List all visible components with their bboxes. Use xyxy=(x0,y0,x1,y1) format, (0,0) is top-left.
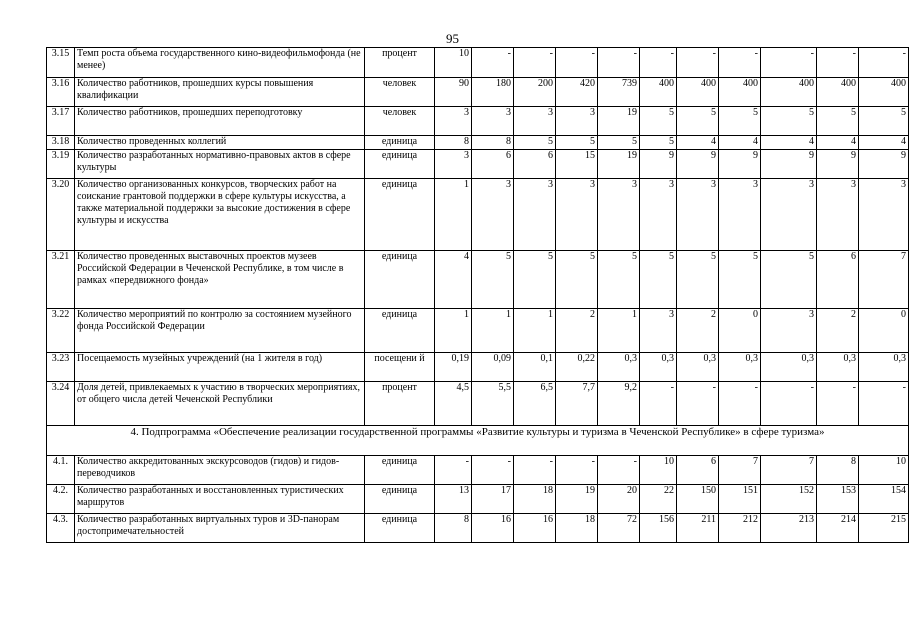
value-cell: 3 xyxy=(514,179,556,251)
value-cell: 18 xyxy=(556,514,598,543)
value-cell: 19 xyxy=(598,107,640,136)
value-cell: 10 xyxy=(640,456,677,485)
row-number: 4.1. xyxy=(47,456,75,485)
row-number: 3.18 xyxy=(47,136,75,150)
value-cell: 15 xyxy=(556,150,598,179)
value-cell: - xyxy=(514,456,556,485)
value-cell: 1 xyxy=(598,309,640,353)
table-row xyxy=(47,150,909,179)
value-cell: 211 xyxy=(677,514,719,543)
value-cell: 1 xyxy=(435,309,472,353)
section-row xyxy=(47,426,909,456)
value-cell: 739 xyxy=(598,78,640,107)
indicator-name: Количество аккредитованных экскурсоводов (гидов) и гидов-переводчиков xyxy=(75,456,365,485)
value-cell: 5 xyxy=(640,136,677,150)
table-row xyxy=(47,136,909,150)
value-cell: 19 xyxy=(556,485,598,514)
table-body-main xyxy=(47,48,909,426)
value-cell: 5 xyxy=(859,107,909,136)
value-cell: 3 xyxy=(435,150,472,179)
value-cell: 9 xyxy=(761,150,817,179)
table-row xyxy=(47,107,909,136)
value-cell: - xyxy=(514,48,556,78)
value-cell: 3 xyxy=(761,179,817,251)
row-number: 3.17 xyxy=(47,107,75,136)
value-cell: 4 xyxy=(817,136,859,150)
value-cell: 13 xyxy=(435,485,472,514)
value-cell: 0,1 xyxy=(514,353,556,382)
value-cell: 180 xyxy=(472,78,514,107)
value-cell: 8 xyxy=(435,514,472,543)
value-cell: 152 xyxy=(761,485,817,514)
value-cell: 4 xyxy=(677,136,719,150)
value-cell: 5 xyxy=(556,251,598,309)
indicator-name: Количество работников, прошедших переподготовку xyxy=(75,107,365,136)
unit-cell: посещени й xyxy=(365,353,435,382)
value-cell: 5 xyxy=(556,136,598,150)
row-number: 3.23 xyxy=(47,353,75,382)
value-cell: 0,22 xyxy=(556,353,598,382)
value-cell: 6 xyxy=(472,150,514,179)
table-row xyxy=(47,353,909,382)
value-cell: 17 xyxy=(472,485,514,514)
value-cell: 18 xyxy=(514,485,556,514)
value-cell: 400 xyxy=(817,78,859,107)
value-cell: 153 xyxy=(817,485,859,514)
value-cell: 400 xyxy=(640,78,677,107)
value-cell: 3 xyxy=(514,107,556,136)
value-cell: 7 xyxy=(719,456,761,485)
value-cell: - xyxy=(640,382,677,426)
value-cell: 7,7 xyxy=(556,382,598,426)
value-cell: 90 xyxy=(435,78,472,107)
indicator-name: Количество проведенных выставочных проектов музеев Российской Федерации в Чеченской Республике, в том числе в рамках «передвижного фонда» xyxy=(75,251,365,309)
value-cell: 400 xyxy=(761,78,817,107)
value-cell: 0 xyxy=(859,309,909,353)
value-cell: 6 xyxy=(514,150,556,179)
table-row xyxy=(47,179,909,251)
value-cell: 0 xyxy=(719,309,761,353)
value-cell: 3 xyxy=(640,179,677,251)
value-cell: 9 xyxy=(859,150,909,179)
value-cell: 4 xyxy=(435,251,472,309)
value-cell: 2 xyxy=(677,309,719,353)
value-cell: - xyxy=(817,48,859,78)
value-cell: 3 xyxy=(761,309,817,353)
value-cell: 5 xyxy=(677,107,719,136)
value-cell: 8 xyxy=(472,136,514,150)
value-cell: - xyxy=(719,48,761,78)
unit-cell: единица xyxy=(365,251,435,309)
value-cell: 0,3 xyxy=(719,353,761,382)
value-cell: 214 xyxy=(817,514,859,543)
value-cell: 3 xyxy=(556,107,598,136)
unit-cell: единица xyxy=(365,150,435,179)
row-number: 3.16 xyxy=(47,78,75,107)
section-header-body xyxy=(47,426,909,456)
value-cell: 72 xyxy=(598,514,640,543)
value-cell: - xyxy=(640,48,677,78)
value-cell: 22 xyxy=(640,485,677,514)
value-cell: 1 xyxy=(472,309,514,353)
unit-cell: процент xyxy=(365,48,435,78)
value-cell: 10 xyxy=(435,48,472,78)
table-row xyxy=(47,251,909,309)
value-cell: - xyxy=(598,456,640,485)
value-cell: 4 xyxy=(859,136,909,150)
value-cell: 10 xyxy=(859,456,909,485)
value-cell: - xyxy=(761,382,817,426)
value-cell: 200 xyxy=(514,78,556,107)
value-cell: 400 xyxy=(859,78,909,107)
value-cell: 7 xyxy=(761,456,817,485)
value-cell: 215 xyxy=(859,514,909,543)
value-cell: 0,3 xyxy=(640,353,677,382)
value-cell: 0,3 xyxy=(859,353,909,382)
value-cell: 5 xyxy=(719,251,761,309)
row-number: 4.3. xyxy=(47,514,75,543)
value-cell: 0,19 xyxy=(435,353,472,382)
value-cell: - xyxy=(435,456,472,485)
value-cell: - xyxy=(598,48,640,78)
value-cell: - xyxy=(817,382,859,426)
value-cell: - xyxy=(472,48,514,78)
indicators-table xyxy=(46,47,909,543)
value-cell: 3 xyxy=(640,309,677,353)
value-cell: 9 xyxy=(677,150,719,179)
indicator-name: Количество организованных конкурсов, творческих работ на соискание грантовой поддержки в сфере культуры искусства, а также материальной поддержки за высокие достижения в сфере культуры и искусства xyxy=(75,179,365,251)
value-cell: 9 xyxy=(719,150,761,179)
row-number: 4.2. xyxy=(47,485,75,514)
value-cell: 3 xyxy=(719,179,761,251)
value-cell: 5 xyxy=(640,251,677,309)
value-cell: 420 xyxy=(556,78,598,107)
value-cell: 4 xyxy=(761,136,817,150)
value-cell: 5 xyxy=(640,107,677,136)
value-cell: - xyxy=(556,456,598,485)
value-cell: 3 xyxy=(556,179,598,251)
value-cell: 213 xyxy=(761,514,817,543)
value-cell: - xyxy=(761,48,817,78)
value-cell: 400 xyxy=(719,78,761,107)
value-cell: 3 xyxy=(598,179,640,251)
value-cell: - xyxy=(677,48,719,78)
value-cell: 5 xyxy=(761,251,817,309)
table-body-tourism xyxy=(47,456,909,543)
value-cell: 400 xyxy=(677,78,719,107)
value-cell: 0,3 xyxy=(817,353,859,382)
value-cell: 8 xyxy=(435,136,472,150)
unit-cell: единица xyxy=(365,179,435,251)
indicator-name: Количество работников, прошедших курсы повышения квалификации xyxy=(75,78,365,107)
unit-cell: процент xyxy=(365,382,435,426)
row-number: 3.20 xyxy=(47,179,75,251)
value-cell: 8 xyxy=(817,456,859,485)
indicator-name: Количество проведенных коллегий xyxy=(75,136,365,150)
indicator-name: Посещаемость музейных учреждений (на 1 жителя в год) xyxy=(75,353,365,382)
value-cell: 9 xyxy=(817,150,859,179)
row-number: 3.24 xyxy=(47,382,75,426)
unit-cell: единица xyxy=(365,309,435,353)
value-cell: 5 xyxy=(761,107,817,136)
indicator-name: Темп роста объема государственного кино-видеофильмофонда (не менее) xyxy=(75,48,365,78)
unit-cell: единица xyxy=(365,514,435,543)
value-cell: 3 xyxy=(435,107,472,136)
table-row xyxy=(47,78,909,107)
value-cell: 6 xyxy=(817,251,859,309)
indicator-name: Количество мероприятий по контролю за состоянием музейного фонда Российской Федерации xyxy=(75,309,365,353)
value-cell: 0,3 xyxy=(761,353,817,382)
unit-cell: единица xyxy=(365,485,435,514)
value-cell: 9,2 xyxy=(598,382,640,426)
value-cell: 5 xyxy=(719,107,761,136)
value-cell: 5 xyxy=(514,136,556,150)
value-cell: 2 xyxy=(817,309,859,353)
table-row xyxy=(47,382,909,426)
value-cell: 2 xyxy=(556,309,598,353)
unit-cell: единица xyxy=(365,136,435,150)
value-cell: 5 xyxy=(514,251,556,309)
value-cell: 5 xyxy=(598,251,640,309)
table-row xyxy=(47,485,909,514)
table-row xyxy=(47,309,909,353)
value-cell: 154 xyxy=(859,485,909,514)
value-cell: 5 xyxy=(677,251,719,309)
value-cell: 150 xyxy=(677,485,719,514)
value-cell: 20 xyxy=(598,485,640,514)
value-cell: 6 xyxy=(677,456,719,485)
value-cell: 5,5 xyxy=(472,382,514,426)
value-cell: 0,3 xyxy=(677,353,719,382)
value-cell: 9 xyxy=(640,150,677,179)
value-cell: 3 xyxy=(859,179,909,251)
value-cell: 5 xyxy=(472,251,514,309)
unit-cell: человек xyxy=(365,107,435,136)
value-cell: 0,09 xyxy=(472,353,514,382)
value-cell: 212 xyxy=(719,514,761,543)
indicator-name: Количество разработанных и восстановленных туристических маршрутов xyxy=(75,485,365,514)
value-cell: 4,5 xyxy=(435,382,472,426)
value-cell: 7 xyxy=(859,251,909,309)
unit-cell: человек xyxy=(365,78,435,107)
table-row xyxy=(47,514,909,543)
value-cell: - xyxy=(472,456,514,485)
value-cell: 6,5 xyxy=(514,382,556,426)
value-cell: 5 xyxy=(817,107,859,136)
indicator-name: Количество разработанных виртуальных туров и 3D-панорам достопримечательностей xyxy=(75,514,365,543)
value-cell: - xyxy=(859,382,909,426)
value-cell: 16 xyxy=(514,514,556,543)
value-cell: 151 xyxy=(719,485,761,514)
value-cell: - xyxy=(859,48,909,78)
value-cell: 1 xyxy=(514,309,556,353)
indicator-name: Доля детей, привлекаемых к участию в творческих мероприятиях, от общего числа детей Чеченской Республики xyxy=(75,382,365,426)
value-cell: 4 xyxy=(719,136,761,150)
table-row xyxy=(47,456,909,485)
value-cell: - xyxy=(556,48,598,78)
row-number: 3.15 xyxy=(47,48,75,78)
value-cell: 3 xyxy=(472,179,514,251)
indicator-name: Количество разработанных нормативно-правовых актов в сфере культуры xyxy=(75,150,365,179)
section-title: 4. Подпрограмма «Обеспечение реализации государственной программы «Развитие культуры и туризма в Чеченской Республике» в сфере туризма» xyxy=(47,426,909,456)
page-number: 95 xyxy=(446,31,459,46)
value-cell: 3 xyxy=(817,179,859,251)
value-cell: 3 xyxy=(472,107,514,136)
table-row xyxy=(47,48,909,78)
value-cell: - xyxy=(677,382,719,426)
value-cell: - xyxy=(719,382,761,426)
value-cell: 156 xyxy=(640,514,677,543)
value-cell: 1 xyxy=(435,179,472,251)
row-number: 3.19 xyxy=(47,150,75,179)
unit-cell: единица xyxy=(365,456,435,485)
row-number: 3.21 xyxy=(47,251,75,309)
value-cell: 19 xyxy=(598,150,640,179)
value-cell: 5 xyxy=(598,136,640,150)
value-cell: 0,3 xyxy=(598,353,640,382)
value-cell: 3 xyxy=(677,179,719,251)
value-cell: 16 xyxy=(472,514,514,543)
row-number: 3.22 xyxy=(47,309,75,353)
